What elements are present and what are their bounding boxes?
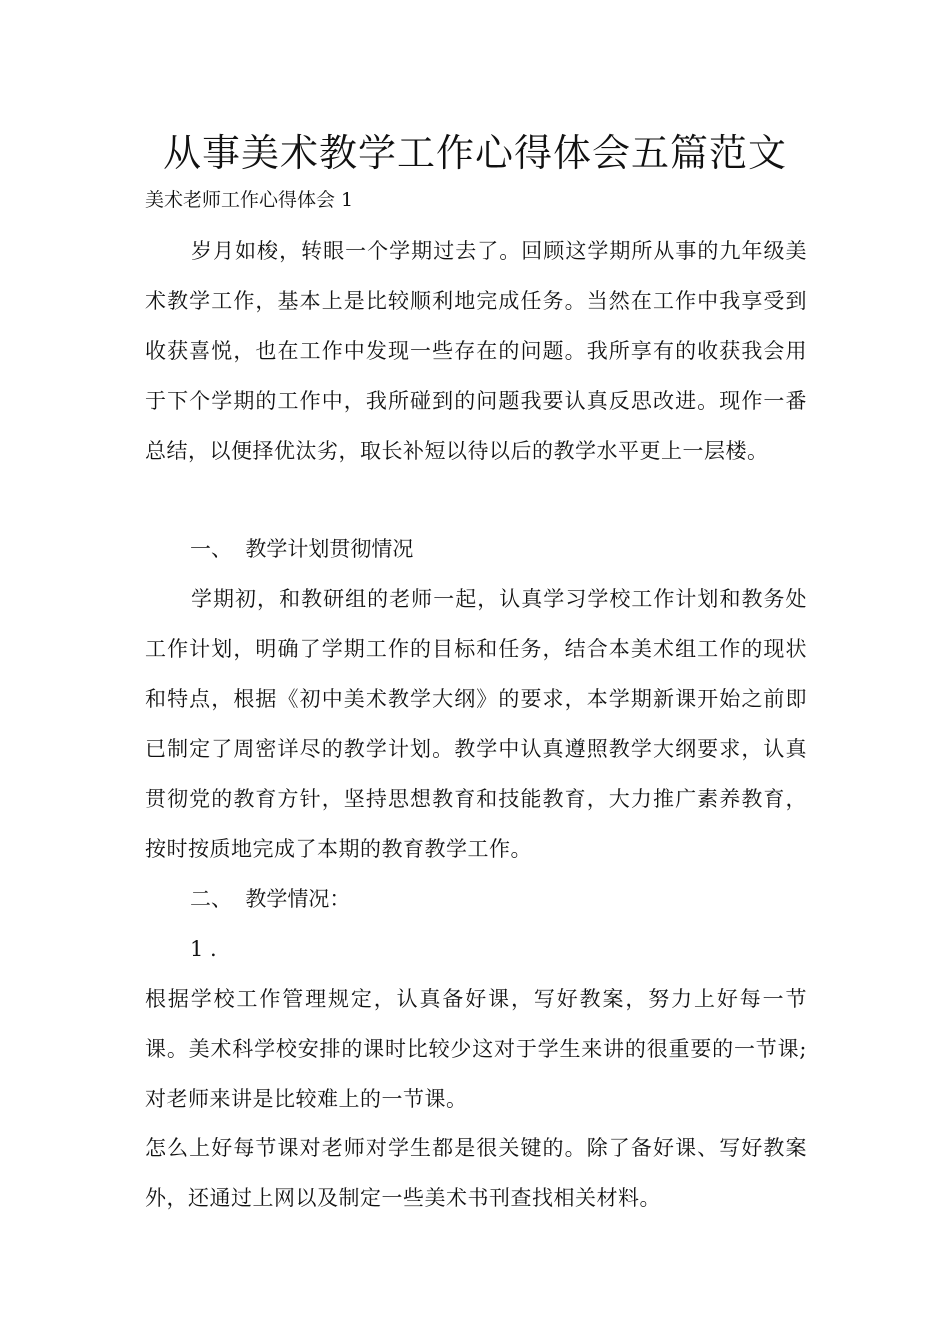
- paragraph-intro: 岁月如梭，转眼一个学期过去了。回顾这学期所从事的九年级美术教学工作，基本上是比较顺利地完成任务。当然在工作中我享受到收获喜悦，也在工作中发现一些存在的问题。我所享有的收获我会用于下个学期的工作中，我所碰到的问题我要认真反思改进。现作一番总结，以便择优汰劣，取长补短以待以后的教学水平更上一层楼。: [145, 239, 807, 463]
- list-item-number: 1 .: [190, 937, 217, 961]
- document-title: 从事美术教学工作心得体会五篇范文: [162, 131, 787, 175]
- paragraph-plan: 学期初，和教研组的老师一起，认真学习学校工作计划和教务处工作计划，明确了学期工作的目标和任务，结合本美术组工作的现状和特点，根据《初中美术教学大纲》的要求，本学期新课开始之前即已制定了周密详尽的教学计划。教学中认真遵照教学大纲要求，认真贯彻党的教育方针，坚持思想教育和技能教育，大力推广素养教育，按时按质地完成了本期的教育教学工作。: [145, 587, 807, 861]
- section-heading-teaching: 二、 教学情况：: [190, 887, 351, 911]
- paragraph-lesson-quality: 怎么上好每节课对老师对学生都是很关键的。除了备好课、写好教案外，还通过上网以及制定一些美术书刊查找相关材料。: [145, 1136, 807, 1210]
- section-heading-plan: 一、 教学计划贯彻情况: [190, 537, 414, 561]
- document-subtitle: 美术老师工作心得体会 1: [145, 189, 354, 211]
- paragraph-lesson-prep: 根据学校工作管理规定，认真备好课，写好教案，努力上好每一节课。美术科学校安排的课时比较少这对于学生来讲的很重要的一节课;对老师来讲是比较难上的一节课。: [145, 987, 807, 1111]
